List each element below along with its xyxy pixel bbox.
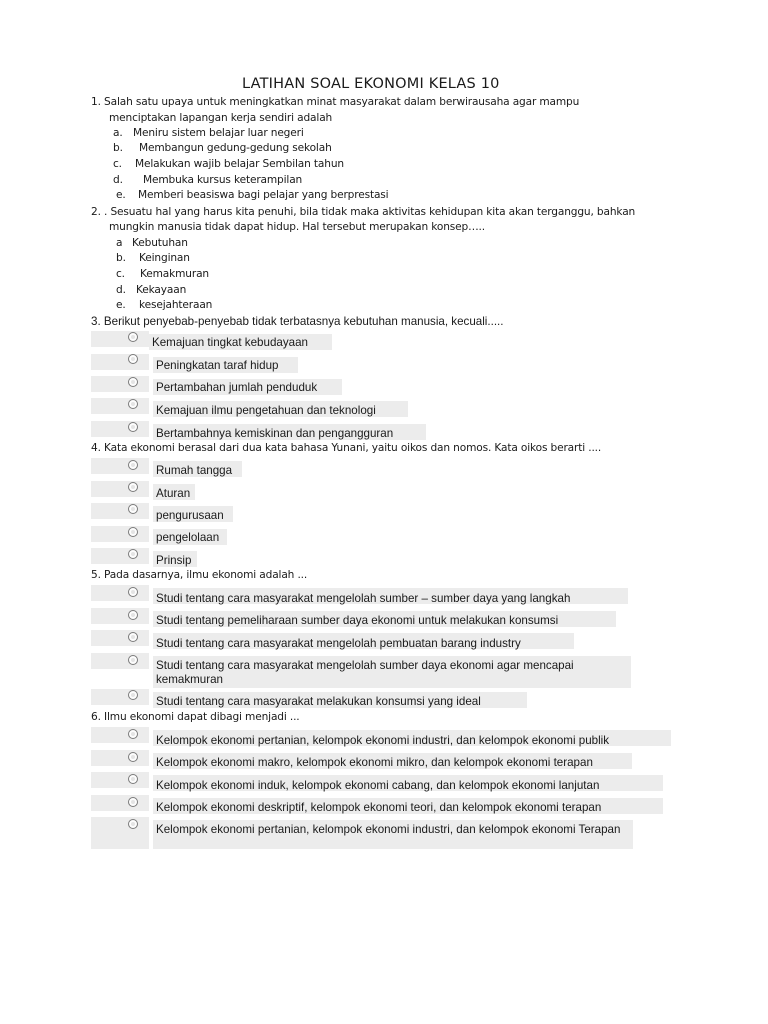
q5-option-4-radio[interactable] <box>128 655 138 665</box>
q6-option-1: Kelompok ekonomi pertanian, kelompok ekonomi industri, dan kelompok ekonomi publik <box>156 734 610 747</box>
q3-option-3: Pertambahan jumlah penduduk <box>156 381 318 394</box>
q6-option-2-radio[interactable] <box>128 752 138 762</box>
q2-option-b: Keinginan <box>139 252 190 264</box>
q4-option-5: Prinsip <box>156 554 192 567</box>
question-2-text: 2. . Sesuatu hal yang harus kita penuhi, bila tidak maka aktivitas kehidupan kita akan terganggu, bahkan <box>91 206 636 218</box>
question-1-text-cont: menciptakan lapangan kerja sendiri adalah <box>109 112 333 124</box>
q4-option-2-radio[interactable] <box>128 482 138 492</box>
q5-option-5-radio[interactable] <box>128 690 138 700</box>
q5-option-2-radio[interactable] <box>128 610 138 620</box>
q1-option-e: Memberi beasiswa bagi pelajar yang berprestasi <box>138 189 389 201</box>
q1-option-c: Melakukan wajib belajar Sembilan tahun <box>135 158 344 170</box>
q4-option-1-radio[interactable] <box>128 460 138 470</box>
q6-option-5: Kelompok ekonomi pertanian, kelompok ekonomi industri, dan kelompok ekonomi Terapan <box>156 823 621 836</box>
q2-option-e: kesejahteraan <box>139 299 213 311</box>
q4-option-3: pengurusaan <box>156 509 224 522</box>
q3-option-3-radio[interactable] <box>128 377 138 387</box>
q3-option-2: Peningkatan taraf hidup <box>156 359 279 372</box>
q1-option-a-letter: a. <box>113 127 123 139</box>
q6-option-4-radio[interactable] <box>128 797 138 807</box>
q5-option-1-radio[interactable] <box>128 587 138 597</box>
question-5-text: 5. Pada dasarnya, ilmu ekonomi adalah ... <box>91 569 308 581</box>
q2-option-a: Kebutuhan <box>132 237 188 249</box>
q1-option-a: Meniru sistem belajar luar negeri <box>133 127 304 139</box>
q5-option-2: Studi tentang pemeliharaan sumber daya ekonomi untuk melakukan konsumsi <box>156 614 559 627</box>
question-1-text: 1. Salah satu upaya untuk meningkatkan minat masyarakat dalam berwirausaha agar mampu <box>91 96 580 108</box>
page-title: LATIHAN SOAL EKONOMI KELAS 10 <box>242 76 500 92</box>
question-6-text: 6. Ilmu ekonomi dapat dibagi menjadi ... <box>91 711 300 723</box>
q3-option-2-radio[interactable] <box>128 354 138 364</box>
q5-option-3-radio[interactable] <box>128 632 138 642</box>
q1-option-c-letter: c. <box>113 158 122 170</box>
q6-option-1-radio[interactable] <box>128 729 138 739</box>
question-4-text: 4. Kata ekonomi berasal dari dua kata bahasa Yunani, yaitu oikos dan nomos. Kata oikos berarti .... <box>91 442 602 454</box>
q4-option-4-radio[interactable] <box>128 527 138 537</box>
q3-option-5: Bertambahnya kemiskinan dan pengangguran <box>156 427 394 440</box>
q4-option-3-radio[interactable] <box>128 504 138 514</box>
q1-option-b-letter: b. <box>113 142 123 154</box>
q3-option-1: Kemajuan tingkat kebudayaan <box>152 336 308 349</box>
q5-option-3: Studi tentang cara masyarakat mengelolah pembuatan barang industry <box>156 637 521 650</box>
q5-option-4: Studi tentang cara masyarakat mengelolah sumber daya ekonomi agar mencapai kemakmuran <box>156 659 574 686</box>
q2-option-d-letter: d. <box>116 284 126 296</box>
q5-option-5: Studi tentang cara masyarakat melakukan konsumsi yang ideal <box>156 695 481 708</box>
q2-option-c: Kemakmuran <box>140 268 209 280</box>
q2-option-a-letter: a <box>116 237 123 249</box>
q4-option-4: pengelolaan <box>156 531 220 544</box>
q1-option-e-letter: e. <box>116 189 126 201</box>
q3-option-5-radio[interactable] <box>128 422 138 432</box>
q1-option-d: Membuka kursus keterampilan <box>143 174 303 186</box>
q2-option-d: Kekayaan <box>136 284 187 296</box>
q5-option-1: Studi tentang cara masyarakat mengelolah sumber – sumber daya yang langkah <box>156 592 571 605</box>
q4-option-1: Rumah tangga <box>156 464 233 477</box>
q4-option-5-radio[interactable] <box>128 549 138 559</box>
q1-option-d-letter: d. <box>113 174 123 186</box>
q2-option-e-letter: e. <box>116 299 126 311</box>
q6-option-3-radio[interactable] <box>128 774 138 784</box>
q4-option-2: Aturan <box>156 487 191 500</box>
q6-option-5-radio[interactable] <box>128 819 138 829</box>
question-2-text-cont: mungkin manusia tidak dapat hidup. Hal tersebut merupakan konsep….. <box>109 221 485 233</box>
q2-option-c-letter: c. <box>116 268 125 280</box>
question-3-text: 3. Berikut penyebab-penyebab tidak terbatasnya kebutuhan manusia, kecuali..... <box>91 315 504 328</box>
q3-option-4-radio[interactable] <box>128 399 138 409</box>
q6-option-4: Kelompok ekonomi deskriptif, kelompok ekonomi teori, dan kelompok ekonomi terapan <box>156 801 602 814</box>
q3-option-1-radio[interactable] <box>128 332 138 342</box>
q2-option-b-letter: b. <box>116 252 126 264</box>
q1-option-b: Membangun gedung-gedung sekolah <box>139 142 332 154</box>
q6-option-3: Kelompok ekonomi induk, kelompok ekonomi cabang, dan kelompok ekonomi lanjutan <box>156 779 600 792</box>
q3-option-4: Kemajuan ilmu pengetahuan dan teknologi <box>156 404 376 417</box>
q6-option-2: Kelompok ekonomi makro, kelompok ekonomi mikro, dan kelompok ekonomi terapan <box>156 756 593 769</box>
